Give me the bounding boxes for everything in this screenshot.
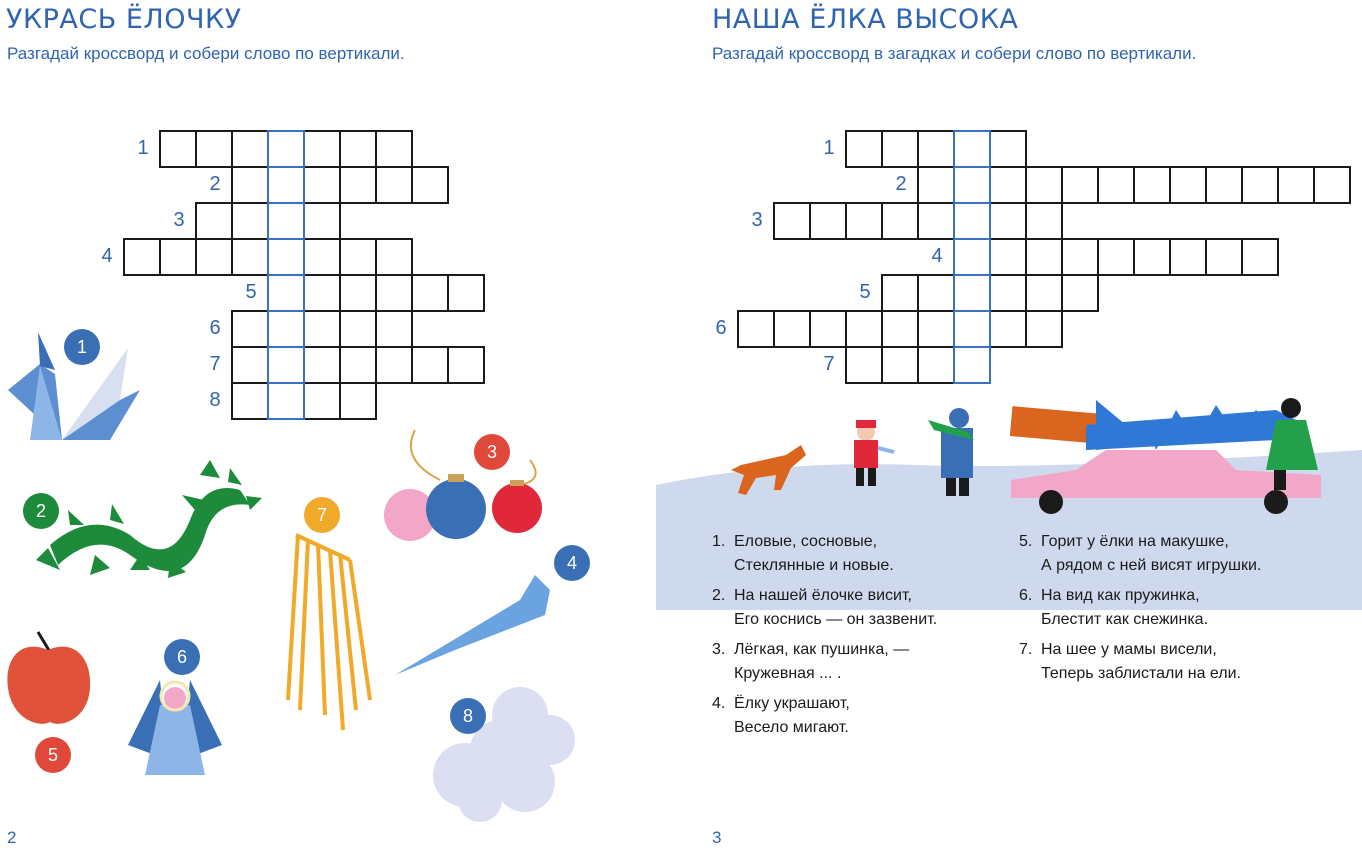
left-crossword-cell[interactable] bbox=[339, 238, 377, 276]
crossword-right bbox=[681, 0, 1362, 400]
right-crossword-cell[interactable] bbox=[1133, 166, 1171, 204]
angel-icon bbox=[128, 680, 222, 775]
right-crossword-cell[interactable] bbox=[845, 310, 883, 348]
left-crossword-row-number-1: 1 bbox=[137, 137, 149, 159]
left-crossword-row-number-6: 6 bbox=[209, 317, 221, 339]
left-crossword-cell[interactable] bbox=[303, 130, 341, 168]
right-crossword-cell[interactable] bbox=[989, 238, 1027, 276]
left-page-subtitle: Разгадай кроссворд и собери слово по вертикали. bbox=[7, 44, 405, 63]
left-page-title: УКРАСЬ ЁЛОЧКУ bbox=[6, 4, 242, 35]
right-crossword-cell[interactable] bbox=[1241, 238, 1279, 276]
right-crossword-cell[interactable] bbox=[1061, 238, 1099, 276]
badge-2: 2 bbox=[23, 493, 59, 529]
left-crossword-cell[interactable] bbox=[375, 130, 413, 168]
garland-icon bbox=[36, 460, 262, 578]
right-crossword-cell[interactable] bbox=[1133, 238, 1171, 276]
right-crossword-cell[interactable] bbox=[989, 166, 1027, 204]
badge-1: 1 bbox=[64, 329, 100, 365]
riddle-1: 1. Еловые, сосновые, Стеклянные и новые. bbox=[712, 533, 894, 574]
badge-3: 3 bbox=[474, 434, 510, 470]
right-crossword-row-number-2: 2 bbox=[895, 173, 907, 195]
left-crossword-cell[interactable] bbox=[339, 274, 377, 312]
right-crossword-cell[interactable] bbox=[881, 202, 919, 240]
right-crossword-cell[interactable] bbox=[881, 130, 919, 168]
right-crossword-cell[interactable] bbox=[881, 310, 919, 348]
right-crossword-cell[interactable] bbox=[1097, 238, 1135, 276]
right-crossword-cell[interactable] bbox=[1313, 166, 1351, 204]
right-crossword-cell[interactable] bbox=[1025, 310, 1063, 348]
right-crossword-cell[interactable] bbox=[989, 274, 1027, 312]
right-crossword-cell[interactable] bbox=[917, 166, 955, 204]
illustrations-left bbox=[0, 320, 681, 848]
right-crossword-row-number-6: 6 bbox=[715, 317, 727, 339]
badge-5: 5 bbox=[35, 737, 71, 773]
riddle-4: 4. Ёлку украшают, Весело мигают. bbox=[712, 695, 850, 736]
right-crossword-cell[interactable] bbox=[953, 202, 991, 240]
left-crossword-cell[interactable] bbox=[267, 310, 305, 348]
right-crossword-cell[interactable] bbox=[953, 346, 991, 384]
right-crossword-cell[interactable] bbox=[953, 238, 991, 276]
badge-7: 7 bbox=[304, 497, 340, 533]
left-crossword-cell[interactable] bbox=[267, 274, 305, 312]
left-crossword-cell[interactable] bbox=[231, 130, 269, 168]
right-crossword-cell[interactable] bbox=[917, 346, 955, 384]
left-crossword-row-number-5: 5 bbox=[245, 281, 257, 303]
left-crossword-cell[interactable] bbox=[303, 202, 341, 240]
left-crossword-cell[interactable] bbox=[303, 274, 341, 312]
right-crossword-cell[interactable] bbox=[1205, 238, 1243, 276]
right-page-subtitle: Разгадай кроссворд в загадках и собери слово по вертикали. bbox=[712, 44, 1197, 63]
right-crossword-row-number-1: 1 bbox=[823, 137, 835, 159]
right-crossword-cell[interactable] bbox=[953, 130, 991, 168]
right-crossword-cell[interactable] bbox=[1025, 202, 1063, 240]
left-crossword-cell[interactable] bbox=[123, 238, 161, 276]
left-crossword-cell[interactable] bbox=[159, 130, 197, 168]
left-crossword-cell[interactable] bbox=[267, 202, 305, 240]
right-crossword-cell[interactable] bbox=[953, 274, 991, 312]
right-crossword-cell[interactable] bbox=[917, 202, 955, 240]
left-crossword-row-number-3: 3 bbox=[173, 209, 185, 231]
right-crossword-cell[interactable] bbox=[917, 310, 955, 348]
riddles-column-right bbox=[1019, 530, 1319, 692]
right-crossword-cell[interactable] bbox=[1241, 166, 1279, 204]
left-crossword-cell[interactable] bbox=[447, 274, 485, 312]
left-crossword-cell[interactable] bbox=[267, 130, 305, 168]
right-crossword-cell[interactable] bbox=[953, 166, 991, 204]
left-crossword-cell[interactable] bbox=[195, 130, 233, 168]
left-crossword-cell[interactable] bbox=[267, 346, 305, 384]
right-crossword-cell[interactable] bbox=[737, 310, 775, 348]
left-crossword-cell[interactable] bbox=[411, 274, 449, 312]
left-crossword-cell[interactable] bbox=[231, 202, 269, 240]
right-crossword-row-number-4: 4 bbox=[931, 245, 943, 267]
left-crossword-cell[interactable] bbox=[267, 238, 305, 276]
left-crossword-cell[interactable] bbox=[231, 166, 269, 204]
left-crossword-cell[interactable] bbox=[195, 238, 233, 276]
riddle-5: 5. Горит у ёлки на макушке, А рядом с ней висят игрушки. bbox=[1019, 533, 1262, 574]
left-crossword-cell[interactable] bbox=[339, 130, 377, 168]
right-crossword-cell[interactable] bbox=[1169, 166, 1207, 204]
icicle-icon bbox=[395, 575, 550, 675]
right-page-title: НАША ЁЛКА ВЫСОКА bbox=[712, 4, 1019, 35]
left-crossword-cell[interactable] bbox=[303, 238, 341, 276]
right-crossword-cell[interactable] bbox=[1277, 166, 1315, 204]
left-crossword-cell[interactable] bbox=[267, 382, 305, 420]
right-crossword-cell[interactable] bbox=[1169, 238, 1207, 276]
right-crossword-cell[interactable] bbox=[989, 130, 1027, 168]
right-crossword-cell[interactable] bbox=[1097, 166, 1135, 204]
right-crossword-cell[interactable] bbox=[809, 202, 847, 240]
left-crossword-cell[interactable] bbox=[303, 166, 341, 204]
left-crossword-row-number-7: 7 bbox=[209, 353, 221, 375]
right-crossword-cell[interactable] bbox=[989, 202, 1027, 240]
left-crossword-cell[interactable] bbox=[375, 166, 413, 204]
right-crossword-cell[interactable] bbox=[809, 310, 847, 348]
left-crossword-cell[interactable] bbox=[231, 238, 269, 276]
right-crossword-cell[interactable] bbox=[1025, 274, 1063, 312]
left-crossword-cell[interactable] bbox=[267, 166, 305, 204]
left-crossword-cell[interactable] bbox=[411, 166, 449, 204]
right-crossword-cell[interactable] bbox=[917, 274, 955, 312]
left-crossword-row-number-4: 4 bbox=[101, 245, 113, 267]
apple-icon bbox=[7, 632, 90, 724]
right-crossword-cell[interactable] bbox=[1025, 238, 1063, 276]
left-crossword-row-number-2: 2 bbox=[209, 173, 221, 195]
right-crossword-cell[interactable] bbox=[917, 130, 955, 168]
left-crossword-cell[interactable] bbox=[195, 202, 233, 240]
riddle-2: 2. На нашей ёлочке висит, Его коснись — он зазвенит. bbox=[712, 587, 938, 628]
badge-4: 4 bbox=[554, 545, 590, 581]
right-crossword-cell[interactable] bbox=[845, 130, 883, 168]
right-crossword-cell[interactable] bbox=[773, 310, 811, 348]
left-crossword-cell[interactable] bbox=[339, 166, 377, 204]
right-crossword-cell[interactable] bbox=[989, 310, 1027, 348]
riddle-6: 6. На вид как пружинка, Блестит как снежинка. bbox=[1019, 587, 1209, 628]
riddle-7: 7. На шее у мамы висели, Теперь заблистали на ели. bbox=[1019, 641, 1241, 682]
right-crossword-cell[interactable] bbox=[1061, 166, 1099, 204]
right-crossword-cell[interactable] bbox=[881, 346, 919, 384]
right-page bbox=[681, 0, 1362, 848]
tinsel-rain-icon bbox=[288, 535, 370, 730]
badge-6: 6 bbox=[164, 639, 200, 675]
right-crossword-cell[interactable] bbox=[1061, 274, 1099, 312]
right-crossword-row-number-3: 3 bbox=[751, 209, 763, 231]
right-crossword-cell[interactable] bbox=[773, 202, 811, 240]
page-number-right: 3 bbox=[712, 828, 722, 847]
right-crossword-cell[interactable] bbox=[1025, 166, 1063, 204]
right-crossword-cell[interactable] bbox=[881, 274, 919, 312]
riddles-column-left bbox=[712, 530, 1012, 746]
right-crossword-cell[interactable] bbox=[845, 202, 883, 240]
baubles-icon bbox=[384, 430, 542, 541]
right-crossword-cell[interactable] bbox=[1205, 166, 1243, 204]
badge-8: 8 bbox=[450, 698, 486, 734]
right-crossword-row-number-7: 7 bbox=[823, 353, 835, 375]
right-crossword-row-number-5: 5 bbox=[859, 281, 871, 303]
right-crossword-cell[interactable] bbox=[953, 310, 991, 348]
right-crossword-cell[interactable] bbox=[845, 346, 883, 384]
left-crossword-cell[interactable] bbox=[159, 238, 197, 276]
left-crossword-row-number-8: 8 bbox=[209, 389, 221, 411]
riddle-3: 3. Лёгкая, как пушинка, — Кружевная ... . bbox=[712, 641, 910, 682]
left-crossword-cell[interactable] bbox=[375, 238, 413, 276]
page-number-left: 2 bbox=[7, 828, 17, 847]
left-crossword-cell[interactable] bbox=[375, 274, 413, 312]
